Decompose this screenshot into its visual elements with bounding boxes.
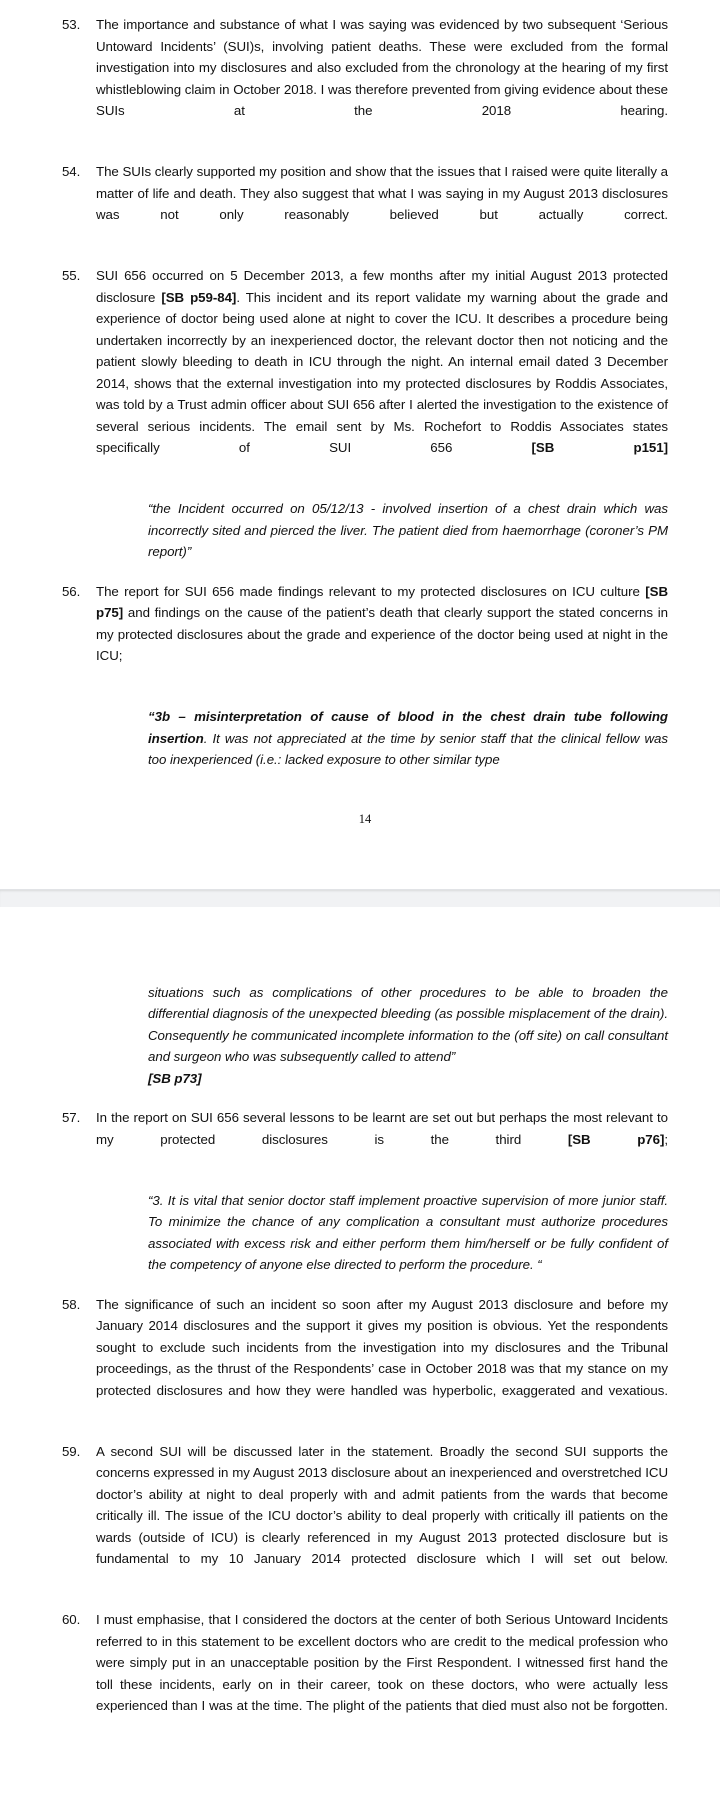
paragraph-run: ; <box>664 1132 668 1147</box>
paragraph-number: 60. <box>62 1609 96 1631</box>
quote-heading-run: “3b – misinterpretation of cause of blood in the chest drain tube following insertion <box>148 709 668 746</box>
paragraph-number: 56. <box>62 581 96 603</box>
bundle-reference: [SB p151] <box>532 440 668 455</box>
numbered-paragraph <box>62 265 668 480</box>
numbered-paragraph <box>62 14 668 143</box>
numbered-paragraph <box>62 1441 668 1592</box>
paragraph-number: 57. <box>62 1107 96 1129</box>
paragraph-text <box>96 14 668 143</box>
numbered-paragraph <box>62 581 668 689</box>
page-number-footer: 14 <box>62 787 668 889</box>
paragraph-number: 54. <box>62 161 96 183</box>
paragraph-text <box>96 1294 668 1423</box>
page-content <box>0 0 720 889</box>
numbered-paragraph <box>62 1294 668 1423</box>
paragraph-run: . This incident and its report validate my warning about the grade and experience of doctor being used alone at night to cover the ICU. It describes a procedure being undertaken incorrectly by an inexperienced doctor, the relevant doctor then not noticing and the patient slowly bleeding to death in ICU through the night. An internal email dated 3 December 2014, shows that the external investigation into my protected disclosures by Roddis Associates, was told by a Trust admin officer about SUI 656 after I alerted the investigation to the existence of several serious incidents. The email sent by Ms. Rochefort to Roddis Associates states specifically of SUI 656 <box>96 290 668 456</box>
paragraph-run: The report for SUI 656 made findings relevant to my protected disclosures on ICU culture <box>96 584 645 599</box>
paragraph-run: The importance and substance of what I was saying was evidenced by two subsequent ‘Serious Untoward Incidents’ (SUI)s, involving patient deaths. These were excluded from the formal investigation into my disclosures and also excluded from the chronology at the hearing of my first whistleblowing claim in October 2018. I was therefore prevented from giving evidence about these SUIs at the 2018 hearing. <box>96 17 668 118</box>
paragraph-text <box>96 1107 668 1172</box>
numbered-paragraph <box>62 1609 668 1738</box>
page-bottom-spacer <box>62 1756 668 1796</box>
numbered-paragraph <box>62 1107 668 1172</box>
block-quote <box>62 498 668 563</box>
document-page <box>0 0 720 889</box>
bundle-reference: [SB p76] <box>568 1132 665 1147</box>
paragraph-run: A second SUI will be discussed later in the statement. Broadly the second SUI supports the concerns expressed in my August 2013 disclosure about an inexperienced and overstretched ICU doctor’s ability at night to deal properly with and admit patients from the wards that become critically ill. The issue of the ICU doctor’s ability to deal properly with critically ill patients on the wards (outside of ICU) is clearly referenced in my August 2013 protected disclosure but is fundamental to my 10 January 2014 protected disclosure which I will set out below. <box>96 1444 668 1567</box>
block-quote <box>62 982 668 1090</box>
bundle-reference: [SB p73] <box>148 1071 202 1086</box>
document-page <box>0 908 720 1796</box>
quote-run: “3. It is vital that senior doctor staff implement proactive supervision of more junior staff. To minimize the chance of any complication a consultant must authorize procedures associated with excess risk and either perform them him/herself or be fully confident of the competency of anyone else directed to perform the procedure. “ <box>148 1193 668 1273</box>
paragraph-run: SUI 656 occurred on 5 December 2013, a few months after my initial August 2013 protected disclosure <box>96 268 668 305</box>
paragraph-number: 55. <box>62 265 96 287</box>
paragraph-number: 59. <box>62 1441 96 1463</box>
paragraph-run: The significance of such an incident so soon after my August 2013 disclosure and before my January 2014 disclosures and the support it gives my position is obvious. Yet the respondents sought to exclude such incidents from the investigation into my disclosures and the Tribunal proceedings, as the thrust of the Respondents’ case in October 2018 was that my stance on my protected disclosures and how they were handled was hyperbolic, exaggerated and vexatious. <box>96 1297 668 1398</box>
quote-run: “the Incident occurred on 05/12/13 - involved insertion of a chest drain which was incorrectly sited and pierced the liver. The patient died from haemorrhage (coroner’s PM report)” <box>148 501 668 559</box>
bundle-reference: [SB p59-84] <box>161 290 236 305</box>
paragraph-text <box>96 265 668 480</box>
paragraph-number: 58. <box>62 1294 96 1316</box>
page-content <box>0 908 720 1796</box>
block-quote <box>62 1190 668 1276</box>
paragraph-text <box>96 581 668 689</box>
paragraph-number: 53. <box>62 14 96 36</box>
numbered-paragraph <box>62 161 668 247</box>
paragraph-run: and findings on the cause of the patient’s death that clearly support the stated concerns in my protected disclosures about the grade and experience of the doctor being used at night in the ICU; <box>96 605 668 663</box>
paragraph-text <box>96 1609 668 1738</box>
paragraph-text <box>96 161 668 247</box>
paragraph-run: The SUIs clearly supported my position and show that the issues that I raised were quite literally a matter of life and death. They also suggest that what I was saying in my August 2013 disclosures was not only reasonably believed but actually correct. <box>96 164 668 222</box>
paragraph-text <box>96 1441 668 1592</box>
paragraph-run: In the report on SUI 656 several lessons to be learnt are set out but perhaps the most relevant to my protected disclosures is the third <box>96 1110 668 1147</box>
bundle-reference: [SB p75] <box>96 584 668 621</box>
page-break-separator <box>0 889 720 908</box>
quote-run: . It was not appreciated at the time by senior staff that the clinical fellow was too inexperienced (i.e.: lacked exposure to other similar type <box>148 731 668 768</box>
block-quote <box>62 706 668 771</box>
quote-run: situations such as complications of other procedures to be able to broaden the differential diagnosis of the unexpected bleeding (as possible misplacement of the drain). Consequently he communicated incomplete information to the (off site) on call consultant and surgeon who was subsequently called to attend” <box>148 985 668 1065</box>
paragraph-run: I must emphasise, that I considered the doctors at the center of both Serious Untoward Incidents referred to in this statement to be excellent doctors who are credit to the medical profession who were simply put in an unacceptable position by the First Respondent. I witnessed first hand the toll these incidents, early on in their career, took on these doctors, who were actually less experienced than I was at the time. The plight of the patients that died must also not be forgotten. <box>96 1612 668 1713</box>
